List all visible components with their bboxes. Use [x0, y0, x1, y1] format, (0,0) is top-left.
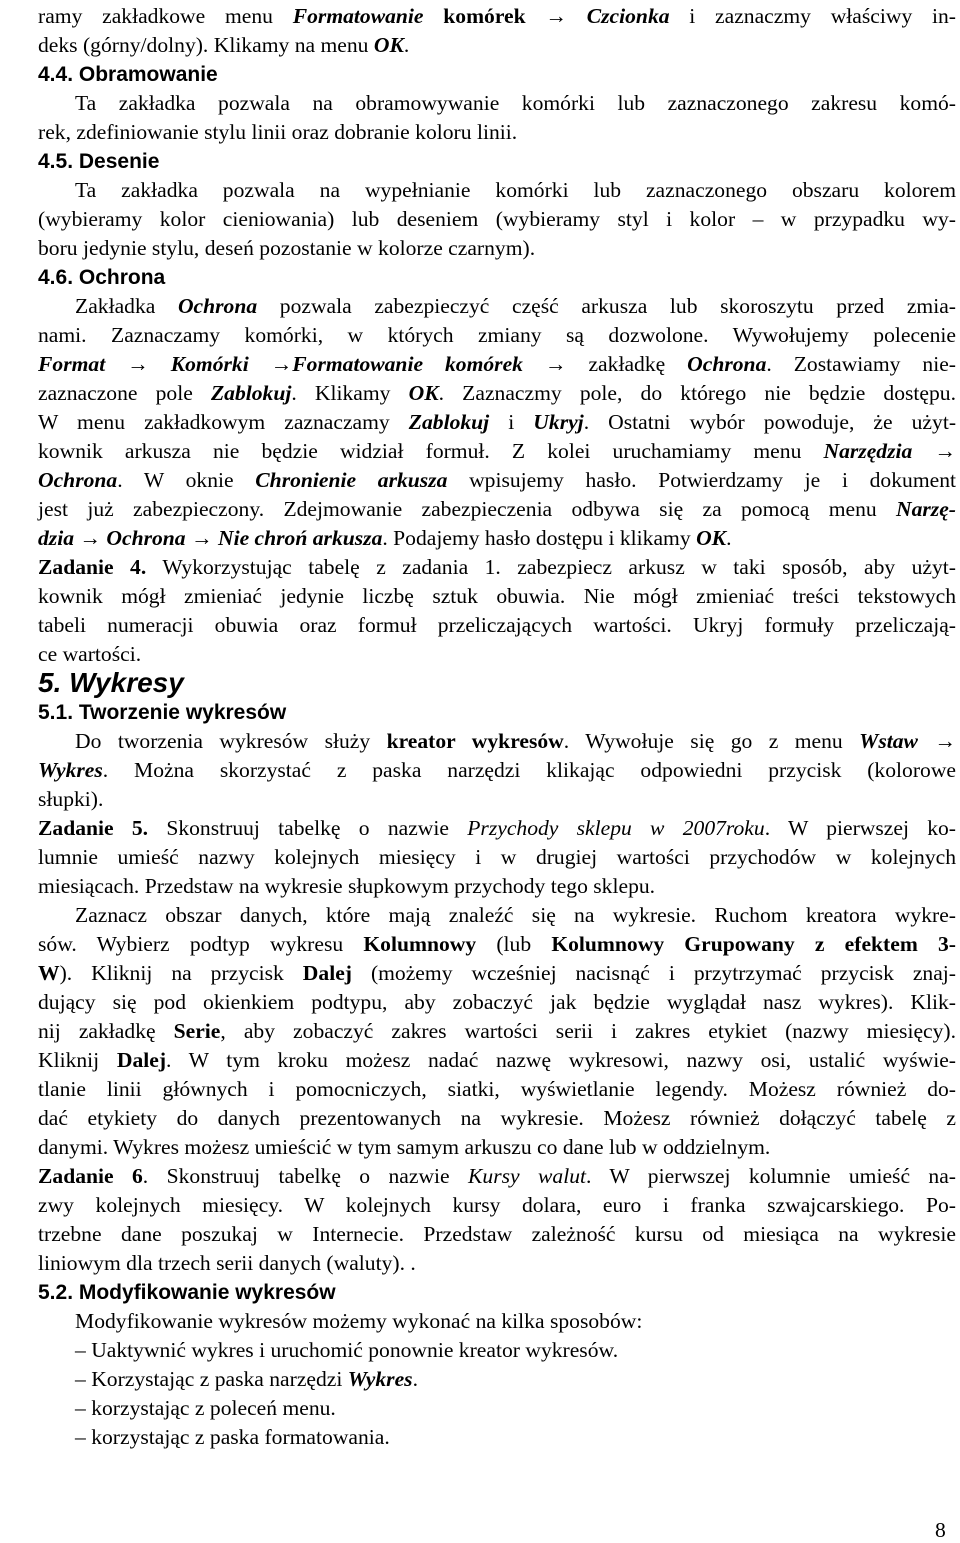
section-heading: 5. Wykresy — [38, 667, 184, 698]
section-heading: 4.5. Desenie — [38, 150, 160, 173]
text-line: Modyfikowanie wykresów możemy wykonać na kilka sposobów: — [75, 1309, 643, 1333]
text-line: – korzystając z poleceń menu. — [75, 1396, 336, 1420]
text-line: zwy kolejnych miesięcy. W kolejnych kursy dolara, euro i franka szwajcarskiego. Po- — [38, 1193, 956, 1217]
text-line: Zaznacz obszar danych, które mają znaleźć się na wykresie. Ruchom kreatora wykre- — [75, 903, 956, 927]
text-line: dzia → Ochrona → Nie chroń arkusza. Podajemy hasło dostępu i klikamy OK. — [38, 526, 732, 550]
section-heading: 5.1. Tworzenie wykresów — [38, 701, 287, 724]
text-line: Kliknij Dalej. W tym kroku możesz nadać nazwę wykresowi, nazwy osi, ustalić wyświe- — [38, 1048, 956, 1072]
text-line: sów. Wybierz podtyp wykresu Kolumnowy (lub Kolumnowy Grupowany z efektem 3- — [38, 932, 956, 956]
text-line: Wykres. Można skorzystać z paska narzędzi klikając odpowiedni przycisk (kolorowe — [38, 758, 956, 782]
text-line: nami. Zaznaczamy komórki, w których zmiany są dozwolone. Wywołujemy polecenie — [38, 323, 956, 347]
text-line: liniowym dla trzech serii danych (waluty). . — [38, 1251, 416, 1275]
section-heading: 4.4. Obramowanie — [38, 63, 218, 86]
text-line: jest już zabezpieczony. Zdejmowanie zabezpieczenia odbywa się za pomocą menu Narzę- — [38, 497, 956, 521]
section-heading: 5.2. Modyfikowanie wykresów — [38, 1281, 336, 1304]
text-line: kownik mógł zmieniać jedynie liczbę sztuk obuwia. Nie mógł zmieniać treści tekstowych — [38, 584, 956, 608]
page-number: 8 — [935, 1518, 946, 1542]
text-line: rek, zdefiniowanie stylu linii oraz dobranie koloru linii. — [38, 120, 518, 144]
text-line: Zadanie 4. Wykorzystując tabelę z zadania 1. zabezpiecz arkusz w taki sposób, aby użyt- — [38, 555, 956, 579]
text-line: W). Kliknij na przycisk Dalej (możemy wcześniej nacisnąć i przytrzymać przycisk znaj- — [38, 961, 956, 985]
text-line: Zadanie 6. Skonstruuj tabelkę o nazwie Kursy walut. W pierwszej kolumnie umieść na- — [38, 1164, 956, 1188]
text-line: tlanie linii głównych i pomocniczych, siatki, wyświetlanie legendy. Możesz również do- — [38, 1077, 956, 1101]
text-line: – Uaktywnić wykres i uruchomić ponownie kreator wykresów. — [75, 1338, 619, 1362]
text-line: trzebne dane poszukaj w Internecie. Przedstaw zależność kursu od miesiąca na wykresie — [38, 1222, 956, 1246]
text-line: – Korzystając z paska narzędzi Wykres. — [75, 1367, 418, 1391]
text-line: Do tworzenia wykresów służy kreator wykresów. Wywołuje się go z menu Wstaw → — [75, 729, 956, 753]
text-line: Zadanie 5. Skonstruuj tabelkę o nazwie Przychody sklepu w 2007roku. W pierwszej ko- — [38, 816, 957, 840]
text-line: Ta zakładka pozwala na wypełnianie komórki lub zaznaczonego obszaru kolorem — [75, 178, 956, 202]
text-line: – korzystając z paska formatowania. — [75, 1425, 390, 1449]
text-line: Zakładka Ochrona pozwala zabezpieczyć część arkusza lub skoroszytu przed zmia- — [75, 294, 956, 318]
text-line: zaznaczone pole Zablokuj. Klikamy OK. Zaznaczmy pole, do którego nie będzie dostępu. — [38, 381, 956, 405]
text-line: (wybieramy kolor cieniowania) lub deseniem (wybieramy styl i kolor – w przypadku wy- — [38, 207, 956, 231]
text-line: Format → Komórki →Formatowanie komórek → zakładkę Ochrona. Zostawiamy nie- — [38, 352, 957, 376]
text-line: danymi. Wykres możesz umieścić w tym samym arkuszu co dane lub w oddzielnym. — [38, 1135, 771, 1159]
text-line: boru jedynie stylu, deseń pozostanie w kolorze czarnym). — [38, 236, 536, 260]
text-line: ramy zakładkowe menu Formatowanie komórek → Czcionka i zaznaczmy właściwy in- — [38, 4, 956, 28]
text-line: miesiącach. Przedstaw na wykresie słupkowym przychody tego sklepu. — [38, 874, 656, 898]
text-line: nij zakładkę Serie, aby zobaczyć zakres wartości serii i zakres etykiet (nazwy miesięcy). — [38, 1019, 956, 1043]
text-line: lumnie umieść nazwy kolejnych miesięcy i w drugiej wartości przychodów w kolejnych — [38, 845, 956, 869]
text-line: Ochrona. W oknie Chronienie arkusza wpisujemy hasło. Potwierdzamy je i dokument — [38, 468, 957, 492]
text-line: słupki). — [38, 787, 104, 811]
text-line: deks (górny/dolny). Klikamy na menu OK. — [38, 33, 410, 57]
text-line: dać etykiety do danych prezentowanych na wykresie. Możesz również dołączyć tabelę z — [38, 1106, 956, 1130]
text-line: kownik arkusza nie będzie widział formuł. Z kolei uruchamiamy menu Narzędzia → — [38, 439, 956, 463]
text-line: dujący się pod okienkiem podtypu, aby zobaczyć jak będzie wyglądał nasz wykres). Klik- — [38, 990, 956, 1014]
section-heading: 4.6. Ochrona — [38, 266, 166, 289]
text-line: W menu zakładkowym zaznaczamy Zablokuj i Ukryj. Ostatni wybór powoduje, że użyt- — [38, 410, 957, 434]
text-line: tabeli numeracji obuwia oraz formuł przeliczających wartości. Ukryj formuły przeliczają- — [38, 613, 956, 637]
text-line: ce wartości. — [38, 642, 142, 666]
text-line: Ta zakładka pozwala na obramowywanie komórki lub zaznaczonego zakresu komó- — [75, 91, 956, 115]
